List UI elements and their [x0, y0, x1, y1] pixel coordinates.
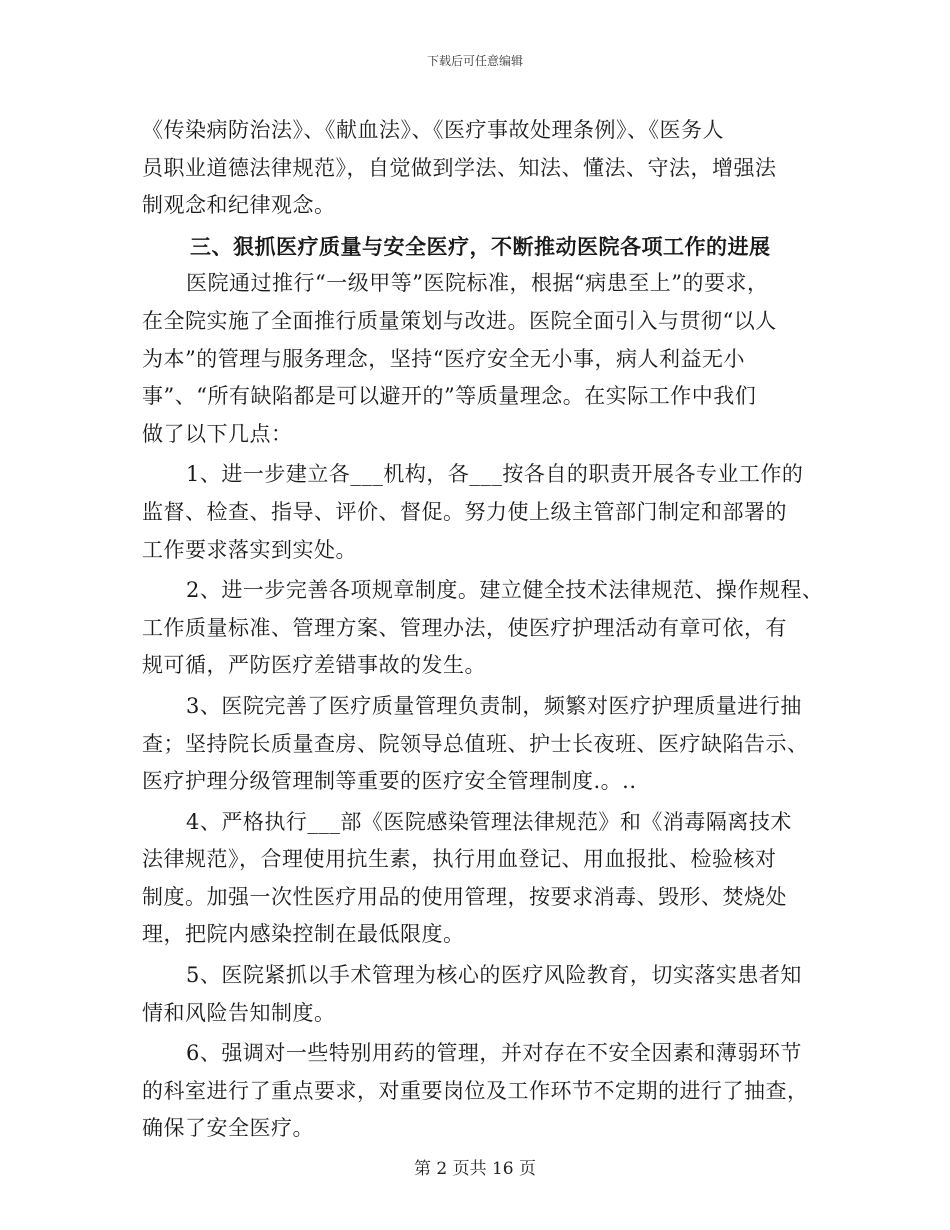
text-line: 法律规范》，合理使用抗生素，执行用血登记、用血报批、检验核对 — [142, 847, 777, 872]
text-line: 查；坚持院长质量查房、院领导总值班、护士长夜班、医疗缺陷告示、 — [142, 731, 809, 756]
heading-line: 三、狠抓医疗质量与安全医疗，不断推动医院各项工作的进展 — [190, 233, 771, 259]
text-line: 监督、检查、指导、评价、督促。努力使上级主管部门制定和部署的 — [142, 499, 787, 524]
text-line: 工作质量标准、管理方案、管理办法，使医疗护理活动有章可依，有 — [142, 615, 787, 640]
text-line: 《传染病防治法》、《献血法》、《医疗事故处理条例》、《医务人 — [142, 118, 724, 142]
page-footer: 第 2 页共 16 页 — [413, 1159, 537, 1179]
text-line: 确保了安全医疗。 — [142, 1116, 314, 1141]
text-line: 员职业道德法律规范》，自觉做到学法、知法、懂法、守法，增强法 — [142, 155, 777, 180]
list-item — [142, 688, 812, 801]
text-line: 5、医院紧抓以手术管理为核心的医疗风险教育，切实落实患者知 — [186, 963, 802, 988]
text-line: 制度。加强一次性医疗用品的使用管理，按要求消毒、毁形、焚烧处 — [142, 884, 787, 909]
text-line: 事”、“所有缺陷都是可以避开的”等质量理念。在实际工作中我们 — [142, 384, 757, 409]
list-item — [142, 957, 812, 1032]
text-line: 制观念和纪律观念。 — [142, 193, 336, 218]
text-line: 6、强调对一些特别用药的管理，并对存在不安全因素和薄弱环节 — [186, 1041, 802, 1066]
list-item — [142, 456, 812, 569]
list-item — [142, 572, 824, 685]
text-line: 4、严格执行___部《医院感染管理法律规范》和《消毒隔离技术 — [186, 809, 792, 834]
paragraph-continuation — [142, 112, 812, 225]
section-heading — [142, 228, 812, 266]
text-line: 的科室进行了重点要求，对重要岗位及工作环节不定期的进行了抽查， — [142, 1078, 809, 1103]
text-line: 3、医院完善了医疗质量管理负责制，频繁对医疗护理质量进行抽 — [186, 693, 802, 718]
paragraph-intro — [142, 265, 812, 453]
text-line: 在全院实施了全面推行质量策划与改进。医院全面引入与贯彻“以人 — [142, 308, 777, 333]
list-item — [142, 1035, 812, 1148]
text-line: 做了以下几点： — [142, 421, 293, 446]
text-line: 理，把院内感染控制在最低限度。 — [142, 922, 465, 947]
text-line: 医疗护理分级管理制等重要的医疗安全管理制度.。.. — [142, 769, 637, 794]
page-header: 下载后可任意编辑 — [426, 54, 523, 68]
text-line: 2、进一步完善各项规章制度。建立健全技术法律规范、操作规程、 — [186, 578, 824, 603]
document-body — [142, 112, 824, 1148]
text-line: 情和风险告知制度。 — [142, 1000, 336, 1025]
text-line: 工作要求落实到实处。 — [142, 537, 357, 562]
list-item — [142, 804, 812, 954]
text-line: 规可循，严防医疗差错事故的发生。 — [142, 653, 486, 678]
text-line: 医院通过推行“一级甲等”医院标准，根据“病患至上”的要求， — [186, 271, 769, 296]
text-line: 为本”的管理与服务理念，坚持“医疗安全无小事，病人利益无小 — [142, 346, 745, 371]
text-line: 1、进一步建立各___机构，各___按各自的职责开展各专业工作的 — [186, 462, 804, 487]
